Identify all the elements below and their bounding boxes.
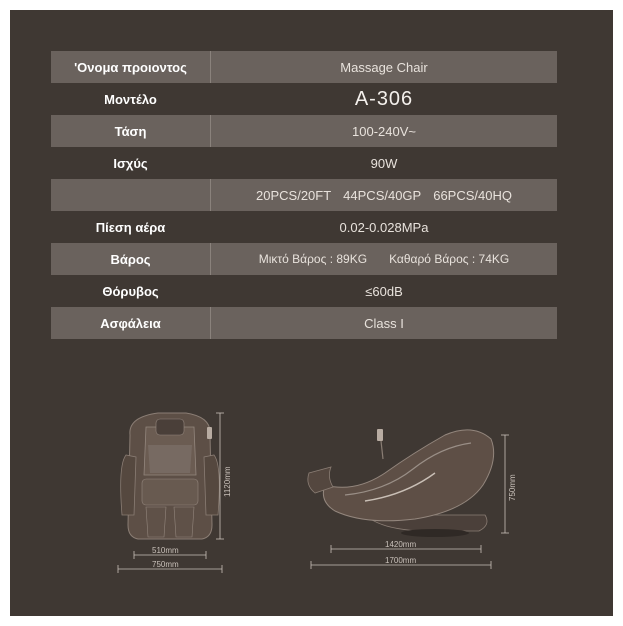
chair-front-leg-rest-left [146,507,166,537]
side-inner-length-label: 1420mm [385,540,417,549]
spec-label: Ισχύς [51,147,211,179]
container-40hq: 66PCS/40HQ [433,187,512,203]
chair-front-massage-panel [148,445,192,473]
chair-front-headrest [156,419,184,435]
chair-front-leg-rest-right [174,507,194,537]
spec-value [211,179,557,211]
chair-front-right-arm [204,455,219,515]
spec-row-safety [51,307,557,339]
container-20ft: 20PCS/20FT [256,187,332,203]
front-outer-width-label: 750mm [152,560,179,569]
spec-row-weight [51,243,557,275]
front-inner-width-label: 510mm [152,546,179,555]
spec-row-voltage [51,115,557,147]
net-weight: Καθαρό Βάρος : 74KG [389,252,510,266]
spec-value: Massage Chair [340,59,428,75]
chair-side-remote [377,429,383,441]
side-view-diagram [295,415,530,580]
chair-front-remote [207,427,212,439]
spec-label: Θόρυβος [51,275,211,307]
spec-value: 90W [370,155,398,171]
spec-row-product-name [51,51,557,83]
spec-label [51,179,211,211]
spec-row-air-pressure [51,211,557,243]
spec-value: 100-240V~ [352,123,416,139]
spec-value: 0.02-0.028MPa [339,219,429,235]
spec-row-noise [51,275,557,307]
front-height-label: 1120mm [223,466,232,497]
spec-label: Μοντέλο [51,83,211,115]
spec-row-container-loading [51,179,557,211]
gross-weight: Μικτό Βάρος : 89KG [258,252,368,266]
spec-value: ≤60dB [365,283,403,299]
chair-side-arm [381,441,383,459]
spec-row-model [51,83,557,115]
spec-label: Βάρος [51,243,211,275]
spec-label: Πίεση αέρα [51,211,211,243]
container-40gp: 44PCS/40GP [343,187,422,203]
spec-value: A-306 [354,87,414,110]
spec-value [211,243,557,275]
spec-label: Τάση [51,115,211,147]
side-height-label: 750mm [508,474,517,501]
spec-label: 'Ονομα προιοντος [51,51,211,83]
chair-front-left-arm [121,455,136,515]
side-outer-length-label: 1700mm [385,556,417,565]
spec-table [51,51,557,339]
spec-label: Ασφάλεια [51,307,211,339]
front-view-diagram [108,405,243,580]
chair-front-seat [142,479,198,505]
spec-row-power [51,147,557,179]
spec-value: Class I [364,315,404,331]
chair-side-foot [401,529,469,537]
